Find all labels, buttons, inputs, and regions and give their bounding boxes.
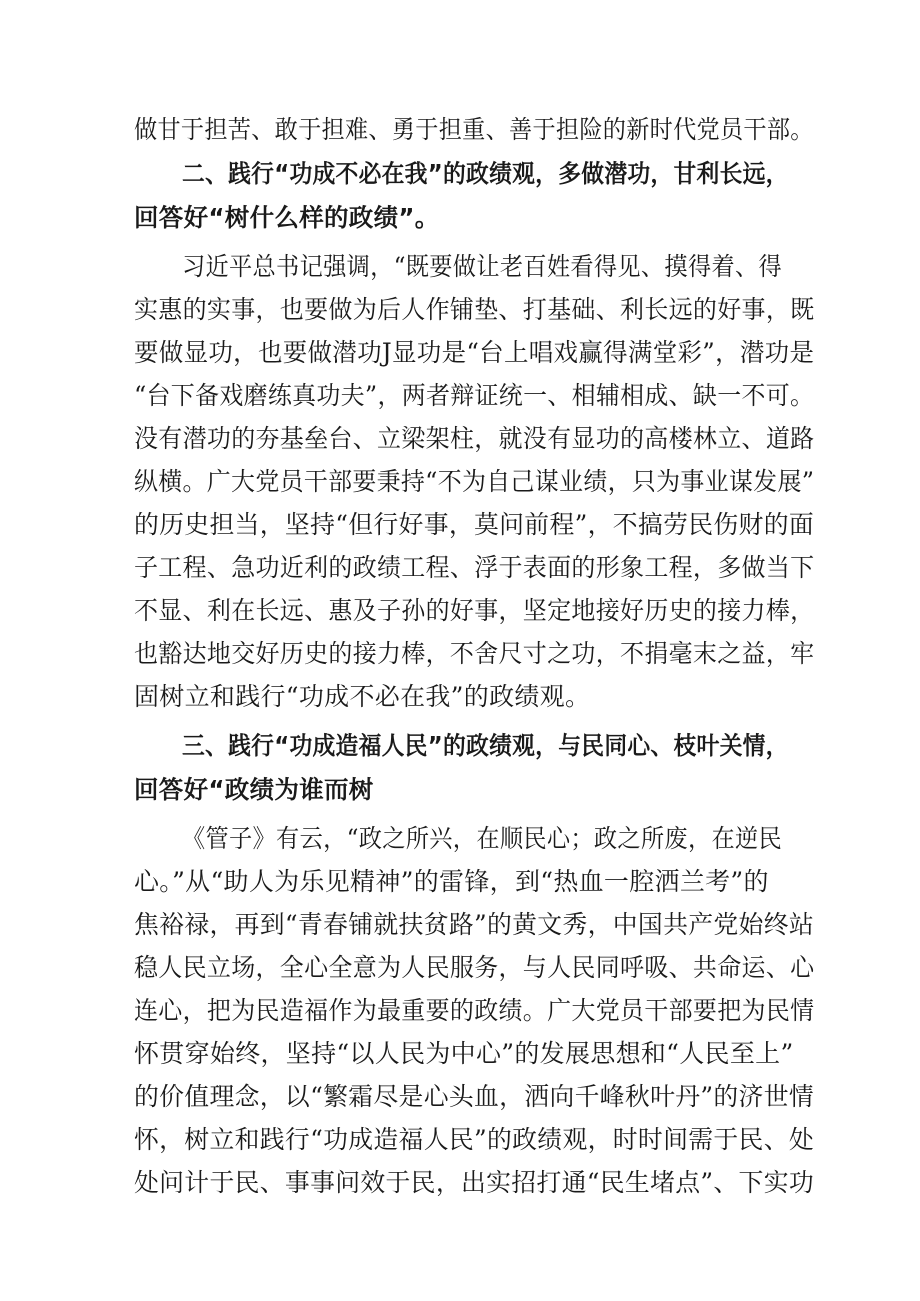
body-text-line: 怀贯穿始终，坚持“以人民为中心”的发展思想和“人民至上” <box>134 1039 794 1068</box>
body-text-line: 的历史担当，坚持“但行好事，莫问前程”，不搞劳民伤财的面 <box>134 510 815 539</box>
body-text-line: 不显、利在长远、惠及子孙的好事，坚定地接好历史的接力棒， <box>134 596 815 625</box>
body-text-line: 连心，把为民造福作为最重要的政绩。广大党员干部要把为民情 <box>134 996 815 1025</box>
body-text-line: “台下备戏磨练真功夫”，两者辩证统一、相辅相成、缺一不可。 <box>134 381 815 410</box>
body-text-line: 子工程、急功近利的政绩工程、浮于表面的形象工程，多做当下 <box>134 553 815 582</box>
section-heading-line: 回答好“政绩为谁而树 <box>134 775 374 804</box>
body-text-line: 固树立和践行“功成不必在我”的政绩观。 <box>134 682 591 711</box>
body-text-line: 没有潜功的夯基垒台、立梁架柱，就没有显功的高楼林立、道路 <box>134 424 815 453</box>
body-text-line: 实惠的实事，也要做为后人作铺垫、打基础、利长远的好事，既 <box>134 295 815 324</box>
body-text-line: 心。”从“助人为乐见精神”的雷锋，到“热血一腔洒兰考”的 <box>134 867 769 896</box>
body-text-line: 要做显功，也要做潜功J显功是“台上唱戏赢得满堂彩”，潜功是 <box>134 338 815 367</box>
body-text-line: 纵横。广大党员干部要秉持“不为自己谋业绩，只为事业谋发展” <box>134 467 815 496</box>
section-heading-line: 二、践行“功成不必在我”的政绩观，多做潜功，甘利长远， <box>182 159 789 188</box>
body-text-line: 《管子》有云，“政之所兴，在顺民心；政之所废，在逆民 <box>182 824 783 853</box>
section-heading-line: 三、践行“功成造福人民”的政绩观，与民同心、枝叶关情， <box>182 731 789 760</box>
section-heading-line: 回答好“树什么样的政绩”。 <box>134 203 440 232</box>
body-text-line: 怀，树立和践行“功成造福人民”的政绩观，时时间需于民、处 <box>134 1125 815 1154</box>
body-text-line: 习近平总书记强调，“既要做让老百姓看得见、摸得着、得 <box>182 252 783 281</box>
body-text-line: 的价值理念，以“繁霜尽是心头血，洒向千峰秋叶丹”的济世情 <box>134 1082 815 1111</box>
body-text-line: 处问计于民、事事问效于民，出实招打通“民生堵点”、下实功 <box>134 1168 815 1197</box>
body-text-line: 做甘于担苦、敢于担难、勇于担重、善于担险的新时代党员干部。 <box>134 115 814 144</box>
body-text-line: 焦裕禄，再到“青春铺就扶贫路”的黄文秀，中国共产党始终站 <box>134 910 815 939</box>
body-text-line: 也豁达地交好历史的接力棒，不舍尺寸之功，不捐毫末之益，牢 <box>134 639 815 668</box>
body-text-line: 稳人民立场，全心全意为人民服务，与人民同呼吸、共命运、心 <box>134 953 815 982</box>
